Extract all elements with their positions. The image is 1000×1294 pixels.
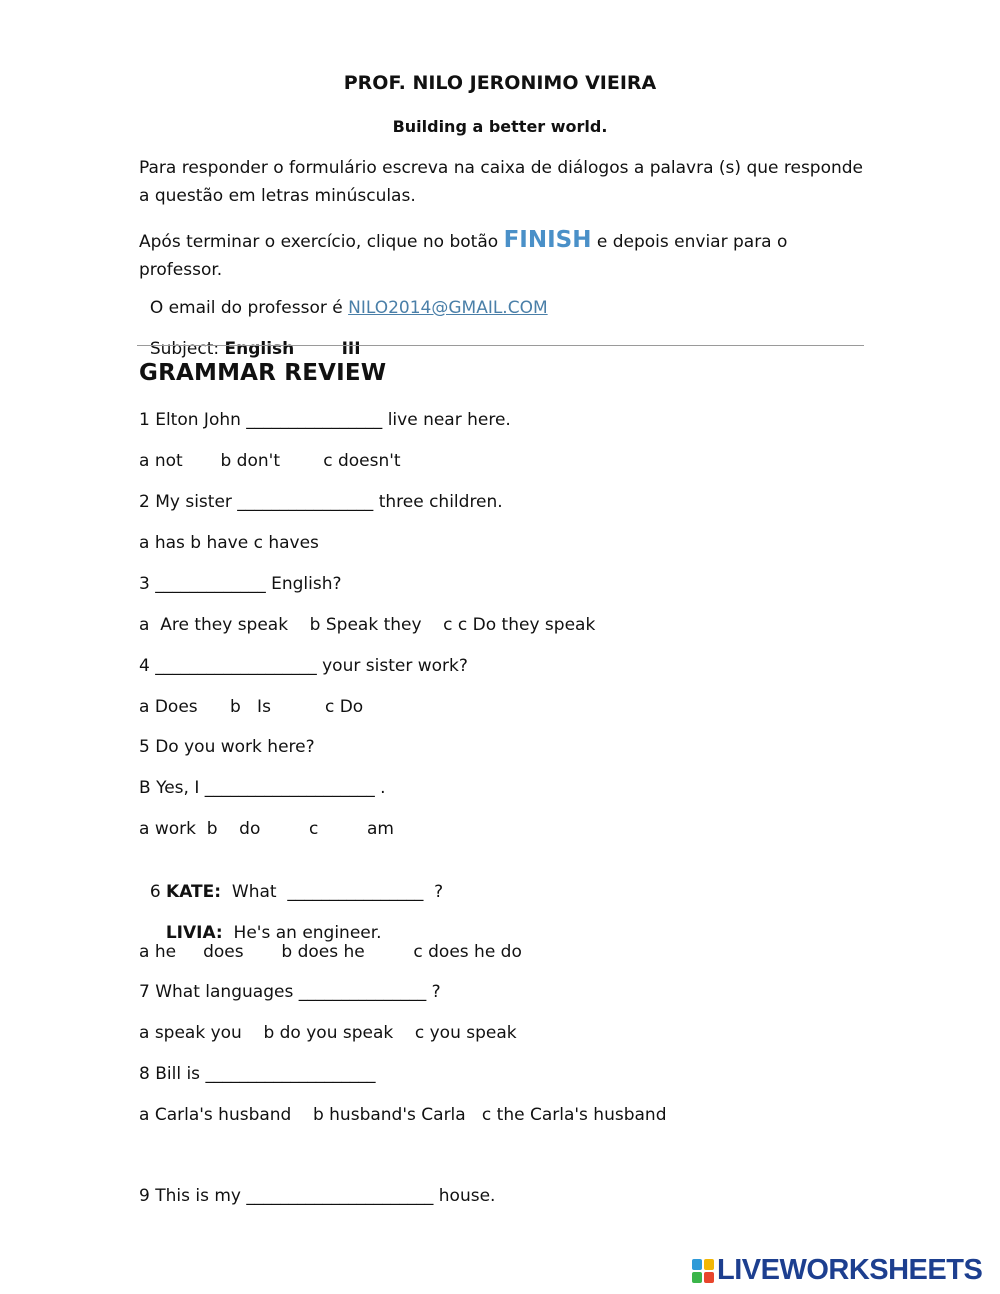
question-5-answer: B Yes, I ____________________ . bbox=[139, 778, 386, 798]
question-8: 8 Bill is ____________________ bbox=[139, 1064, 376, 1084]
email-line bbox=[139, 275, 548, 319]
question-2: 2 My sister ________________ three children. bbox=[139, 492, 503, 512]
question-6-line1: What ________________ ? bbox=[221, 882, 444, 902]
email-prefix: O email do professor é bbox=[149, 298, 349, 318]
question-3: 3 _____________ English? bbox=[139, 574, 342, 594]
divider bbox=[137, 345, 864, 346]
finish-label: FINISH bbox=[503, 227, 592, 253]
liveworksheets-logo-text: LIVEWORKSHEETS bbox=[717, 1254, 983, 1286]
question-5: 5 Do you work here? bbox=[139, 737, 315, 757]
email-link[interactable]: NILO2014@GMAIL.COM bbox=[348, 298, 548, 318]
question-9: 9 This is my ______________________ house. bbox=[139, 1186, 496, 1206]
question-6-options: a he does b does he c does he do bbox=[139, 942, 522, 962]
question-2-options: a has b have c haves bbox=[139, 533, 319, 553]
question-7: 7 What languages _______________ ? bbox=[139, 982, 441, 1002]
liveworksheets-logo bbox=[692, 1254, 982, 1287]
speaker-livia: LIVIA: bbox=[165, 923, 223, 943]
question-5-options: a work b do c am bbox=[139, 819, 394, 839]
question-4-options: a Does b Is c Do bbox=[139, 697, 364, 717]
instructions-paragraph: Para responder o formulário escreva na caixa de diálogos a palavra (s) que responde a questão em letras minúsculas. bbox=[139, 158, 864, 206]
question-1-options: a not b don't c doesn't bbox=[139, 451, 401, 471]
page-subtitle: Building a better world. bbox=[392, 117, 608, 136]
question-6-line2: He's an engineer. bbox=[222, 923, 382, 943]
question-6-livia bbox=[155, 900, 382, 944]
question-3-options: a Are they speak b Speak they c c Do they speak bbox=[139, 615, 596, 635]
finish-instructions-start: Após terminar o exercício, clique no botão bbox=[139, 232, 504, 252]
question-7-options: a speak you b do you speak c you speak bbox=[139, 1023, 517, 1043]
page-title: PROF. NILO JERONIMO VIEIRA bbox=[343, 72, 657, 94]
finish-instructions-end: e depois enviar para o professor. bbox=[139, 232, 788, 280]
subject-value: English III bbox=[224, 339, 361, 359]
subject-label: Subject: bbox=[149, 339, 225, 359]
question-1: 1 Elton John ________________ live near here. bbox=[139, 410, 511, 430]
question-8-options: a Carla's husband b husband's Carla c the Carla's husband bbox=[139, 1105, 667, 1125]
speaker-kate: KATE: bbox=[166, 882, 222, 902]
question-4: 4 ___________________ your sister work? bbox=[139, 656, 468, 676]
question-6-number: 6 bbox=[149, 882, 167, 902]
section-heading: GRAMMAR REVIEW bbox=[139, 360, 387, 386]
question-6-kate bbox=[139, 859, 443, 903]
subject-line bbox=[139, 316, 361, 360]
liveworksheets-logo-icon bbox=[692, 1259, 714, 1283]
